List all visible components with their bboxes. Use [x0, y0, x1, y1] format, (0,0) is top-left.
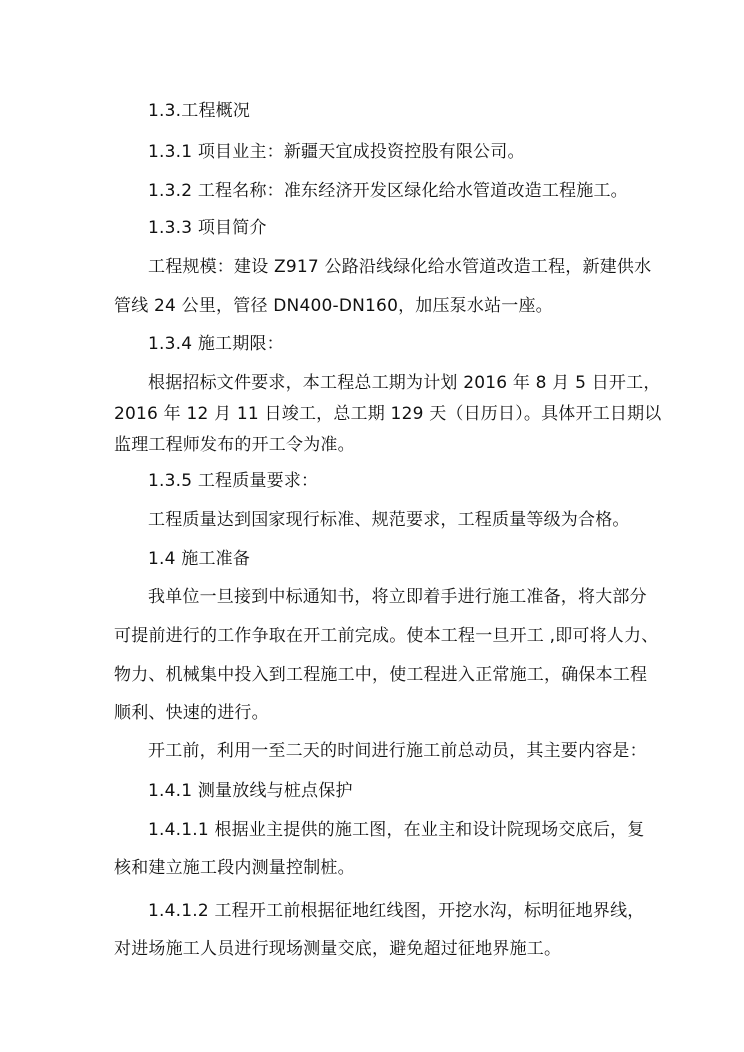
paragraph-line: 1.4.1.1 根据业主提供的施工图，在业主和设计院现场交底后，复 — [148, 820, 645, 840]
paragraph-line: 工程质量达到国家现行标准、规范要求，工程质量等级为合格。 — [148, 510, 630, 530]
paragraph-line: 对进场施工人员进行现场测量交底，避免超过征地界施工。 — [114, 939, 562, 959]
schedule-heading: 1.3.4 施工期限： — [148, 334, 284, 354]
paragraph-line: 我单位一旦接到中标通知书，将立即着手进行施工准备，将大部分 — [148, 587, 647, 607]
paragraph-line: 监理工程师发布的开工令为准。 — [114, 435, 355, 455]
paragraph-line: 管线 24 公里，管径 DN400-DN160，加压泵水站一座。 — [114, 296, 553, 316]
paragraph-line: 工程规模：建设 Z917 公路沿线绿化给水管道改造工程，新建供水 — [148, 257, 652, 277]
survey-heading: 1.4.1 测量放线与桩点保护 — [148, 781, 353, 801]
paragraph-line: 顺利、快速的进行。 — [114, 703, 269, 723]
section-heading-1-4: 1.4 施工准备 — [148, 549, 251, 569]
paragraph-line: 根据招标文件要求，本工程总工期为计划 2016 年 8 月 5 日开工， — [148, 373, 661, 393]
project-owner-line: 1.3.1 项目业主：新疆天宜成投资控股有限公司。 — [148, 142, 525, 162]
project-intro-heading: 1.3.3 项目简介 — [148, 218, 267, 238]
paragraph-line: 核和建立施工段内测量控制桩。 — [114, 858, 355, 878]
section-heading-1-3: 1.3.工程概况 — [148, 101, 251, 121]
project-name-line: 1.3.2 工程名称：准东经济开发区绿化给水管道改造工程施工。 — [148, 181, 628, 201]
quality-heading: 1.3.5 工程质量要求： — [148, 471, 319, 491]
paragraph-line: 2016 年 12 月 11 日竣工，总工期 129 天（日历日）。具体开工日期以 — [114, 404, 662, 424]
paragraph-line: 物力、机械集中投入到工程施工中，使工程进入正常施工，确保本工程 — [114, 665, 648, 685]
paragraph-line: 1.4.1.2 工程开工前根据征地红线图，开挖水沟，标明征地界线， — [148, 901, 645, 921]
paragraph-line: 可提前进行的工作争取在开工前完成。使本工程一旦开工 ,即可将人力、 — [114, 626, 659, 646]
paragraph-line: 开工前，利用一至二天的时间进行施工前总动员，其主要内容是： — [148, 741, 647, 761]
